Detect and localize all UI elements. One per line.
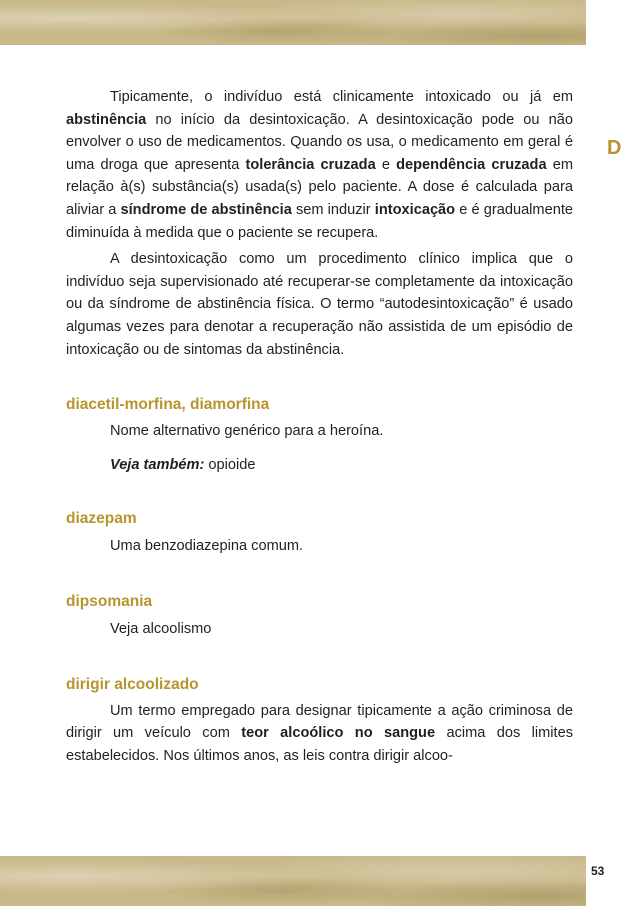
page-number: 53 [591, 864, 605, 878]
footer-texture-band [0, 856, 586, 906]
entry-definition: Nome alternativo genérico para a heroína. [110, 423, 384, 440]
emphasized-term: síndrome de abstinência [120, 201, 292, 218]
intro-paragraph-1: Tipicamente, o indivíduo está clinicamente intoxicado ou já em abstinência no início da desintoxicação. A desintoxicação pode ou não envolver o uso de medicamentos. Quando os usa, o medicamento em geral é uma droga que apresenta tolerância cruzada e dependência cruzada em relação à(s) substância(s) usada(s) pelo paciente. A dose é calculada para aliviar a síndrome de abstinência sem induzir intoxicação e é gradualmente diminuída à medida que o paciente se recupera. [66, 89, 573, 241]
see-also-link-opioide: opioide [204, 456, 256, 473]
emphasized-term: intoxicação [374, 201, 456, 218]
entry-see-also [66, 454, 573, 477]
page-body [66, 86, 573, 767]
emphasized-term: dependência cruzada [396, 156, 547, 173]
entry-term: diacetil-morfina, diamorfina [66, 396, 270, 414]
header-texture-band [0, 0, 586, 45]
entry-diazepam [66, 508, 573, 558]
emphasized-term: tolerância cruzada [245, 156, 376, 173]
emphasized-term: teor alcoólico no sangue [241, 725, 436, 742]
intro-paragraph-2: A desintoxicação como um procedimento clínico implica que o indivíduo seja supervisionado até recuperar-se completamente da intoxicação ou da síndrome de abstinência física. O termo “autodesintoxicação” é usado algumas vezes para denotar a recuperação não assistida de um episódio de intoxicação ou de sintomas da abstinência. [66, 251, 573, 358]
entry-term: dipsomania [66, 592, 153, 610]
entry-dipsomania [66, 591, 573, 641]
entry-definition: Um termo empregado para designar tipicamente a ação criminosa de dirigir um veículo com teor alcoólico no sangue acima dos limites estabelecidos. Nos últimos anos, as leis contra dirigir alcoo- [66, 702, 573, 764]
see-also-label: Veja também: [110, 456, 205, 473]
section-letter-tab: D [607, 137, 622, 159]
entry-diacetil-morfina [66, 394, 573, 476]
entry-term: dirigir alcoolizado [66, 675, 199, 693]
emphasized-term: abstinência [66, 111, 147, 128]
entry-definition: Veja alcoolismo [110, 620, 212, 637]
entry-term: diazepam [66, 510, 137, 528]
entry-definition: Uma benzodiazepina comum. [110, 538, 304, 555]
entry-dirigir-alcoolizado [66, 674, 573, 768]
